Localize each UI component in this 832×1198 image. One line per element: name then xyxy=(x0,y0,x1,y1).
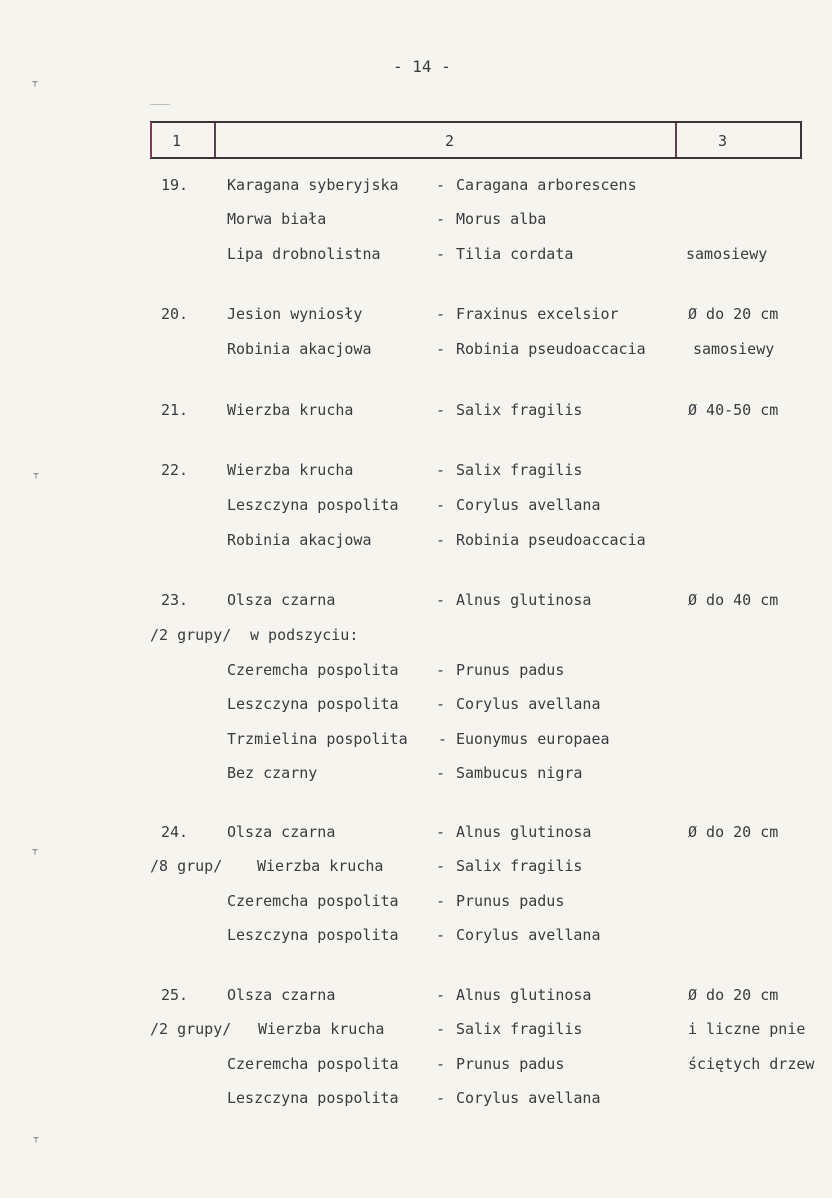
row-polish-name: Olsza czarna xyxy=(227,591,336,609)
punch-mark-4: ⸆ xyxy=(33,1135,40,1149)
row-dash: - xyxy=(436,661,446,679)
row-latin-name: Morus alba xyxy=(456,210,547,228)
row-dash: - xyxy=(436,986,446,1004)
row-group-count: /2 grupy/ xyxy=(150,626,232,644)
row-note: samosiewy xyxy=(693,340,775,358)
row-dash: - xyxy=(436,496,446,514)
row-latin-name: Fraxinus excelsior xyxy=(456,305,619,323)
row-polish-name: Czeremcha pospolita xyxy=(227,661,399,679)
page-number: - 14 - xyxy=(393,57,451,76)
row-latin-name: Robinia pseudoaccacia xyxy=(456,340,646,358)
row-dash: - xyxy=(436,461,446,479)
row-polish-name: Czeremcha pospolita xyxy=(227,892,399,910)
row-polish-name: Olsza czarna xyxy=(227,986,336,1004)
row-note: Ø do 20 cm xyxy=(688,305,779,323)
row-dash: - xyxy=(436,1020,446,1038)
row-latin-name: Caragana arborescens xyxy=(456,176,637,194)
corner-mark xyxy=(150,104,170,105)
row-dash: - xyxy=(438,730,448,748)
punch-mark-2: ⸆ xyxy=(33,471,40,485)
row-dash: - xyxy=(436,305,446,323)
row-polish-name: Robinia akacjowa xyxy=(227,340,372,358)
row-number: 22. xyxy=(161,461,189,479)
punch-mark-1: ⸆ xyxy=(32,79,39,93)
row-polish-name: Wierzba krucha xyxy=(257,857,384,875)
row-dash: - xyxy=(436,857,446,875)
column-header-3: 3 xyxy=(718,132,728,150)
row-latin-name: Salix fragilis xyxy=(456,1020,583,1038)
column-divider xyxy=(214,123,216,157)
row-latin-name: Prunus padus xyxy=(456,1055,565,1073)
row-polish-name: Leszczyna pospolita xyxy=(227,926,399,944)
row-polish-name: Olsza czarna xyxy=(227,823,336,841)
row-dash: - xyxy=(436,695,446,713)
row-note: samosiewy xyxy=(686,245,768,263)
row-dash: - xyxy=(436,340,446,358)
column-divider xyxy=(675,123,677,157)
row-latin-name: Corylus avellana xyxy=(456,926,601,944)
row-latin-name: Corylus avellana xyxy=(456,496,601,514)
row-latin-name: Prunus padus xyxy=(456,661,565,679)
row-dash: - xyxy=(436,531,446,549)
row-latin-name: Salix fragilis xyxy=(456,401,583,419)
row-note: Ø 40-50 cm xyxy=(688,401,779,419)
row-polish-name: w podszyciu: xyxy=(250,626,359,644)
row-number: 21. xyxy=(161,401,189,419)
row-polish-name: Karagana syberyjska xyxy=(227,176,399,194)
row-latin-name: Alnus glutinosa xyxy=(456,823,592,841)
row-polish-name: Leszczyna pospolita xyxy=(227,496,399,514)
row-polish-name: Trzmielina pospolita xyxy=(227,730,408,748)
row-note: Ø do 40 cm xyxy=(688,591,779,609)
row-latin-name: Robinia pseudoaccacia xyxy=(456,531,646,549)
row-note: ściętych drzew xyxy=(688,1055,815,1073)
row-dash: - xyxy=(436,210,446,228)
column-header-1: 1 xyxy=(172,132,182,150)
row-latin-name: Tilia cordata xyxy=(456,245,574,263)
row-dash: - xyxy=(436,926,446,944)
row-note: Ø do 20 cm xyxy=(688,823,779,841)
row-latin-name: Salix fragilis xyxy=(456,857,583,875)
row-polish-name: Wierzba krucha xyxy=(227,401,354,419)
row-number: 25. xyxy=(161,986,189,1004)
row-polish-name: Wierzba krucha xyxy=(258,1020,385,1038)
row-note: i liczne pnie xyxy=(688,1020,806,1038)
row-number: 20. xyxy=(161,305,189,323)
row-polish-name: Czeremcha pospolita xyxy=(227,1055,399,1073)
row-number: 24. xyxy=(161,823,189,841)
row-dash: - xyxy=(436,892,446,910)
row-polish-name: Lipa drobnolistna xyxy=(227,245,381,263)
row-dash: - xyxy=(436,591,446,609)
row-group-count: /8 grup/ xyxy=(150,857,223,875)
row-latin-name: Euonymus europaea xyxy=(456,730,610,748)
column-header xyxy=(150,121,802,159)
row-dash: - xyxy=(436,1089,446,1107)
row-dash: - xyxy=(436,245,446,263)
row-group-count: /2 grupy/ xyxy=(150,1020,232,1038)
row-polish-name: Wierzba krucha xyxy=(227,461,354,479)
row-number: 23. xyxy=(161,591,189,609)
row-dash: - xyxy=(436,176,446,194)
row-polish-name: Leszczyna pospolita xyxy=(227,1089,399,1107)
punch-mark-3: ⸆ xyxy=(32,847,39,861)
row-polish-name: Bez czarny xyxy=(227,764,318,782)
row-latin-name: Corylus avellana xyxy=(456,695,601,713)
row-latin-name: Alnus glutinosa xyxy=(456,591,592,609)
row-dash: - xyxy=(436,401,446,419)
row-note: Ø do 20 cm xyxy=(688,986,779,1004)
row-latin-name: Alnus glutinosa xyxy=(456,986,592,1004)
row-number: 19. xyxy=(161,176,189,194)
row-latin-name: Prunus padus xyxy=(456,892,565,910)
row-polish-name: Jesion wyniosły xyxy=(227,305,363,323)
row-polish-name: Morwa biała xyxy=(227,210,327,228)
row-polish-name: Leszczyna pospolita xyxy=(227,695,399,713)
row-latin-name: Sambucus nigra xyxy=(456,764,583,782)
row-latin-name: Salix fragilis xyxy=(456,461,583,479)
row-polish-name: Robinia akacjowa xyxy=(227,531,372,549)
row-dash: - xyxy=(436,764,446,782)
row-latin-name: Corylus avellana xyxy=(456,1089,601,1107)
row-dash: - xyxy=(436,1055,446,1073)
column-header-2: 2 xyxy=(445,132,455,150)
row-dash: - xyxy=(436,823,446,841)
